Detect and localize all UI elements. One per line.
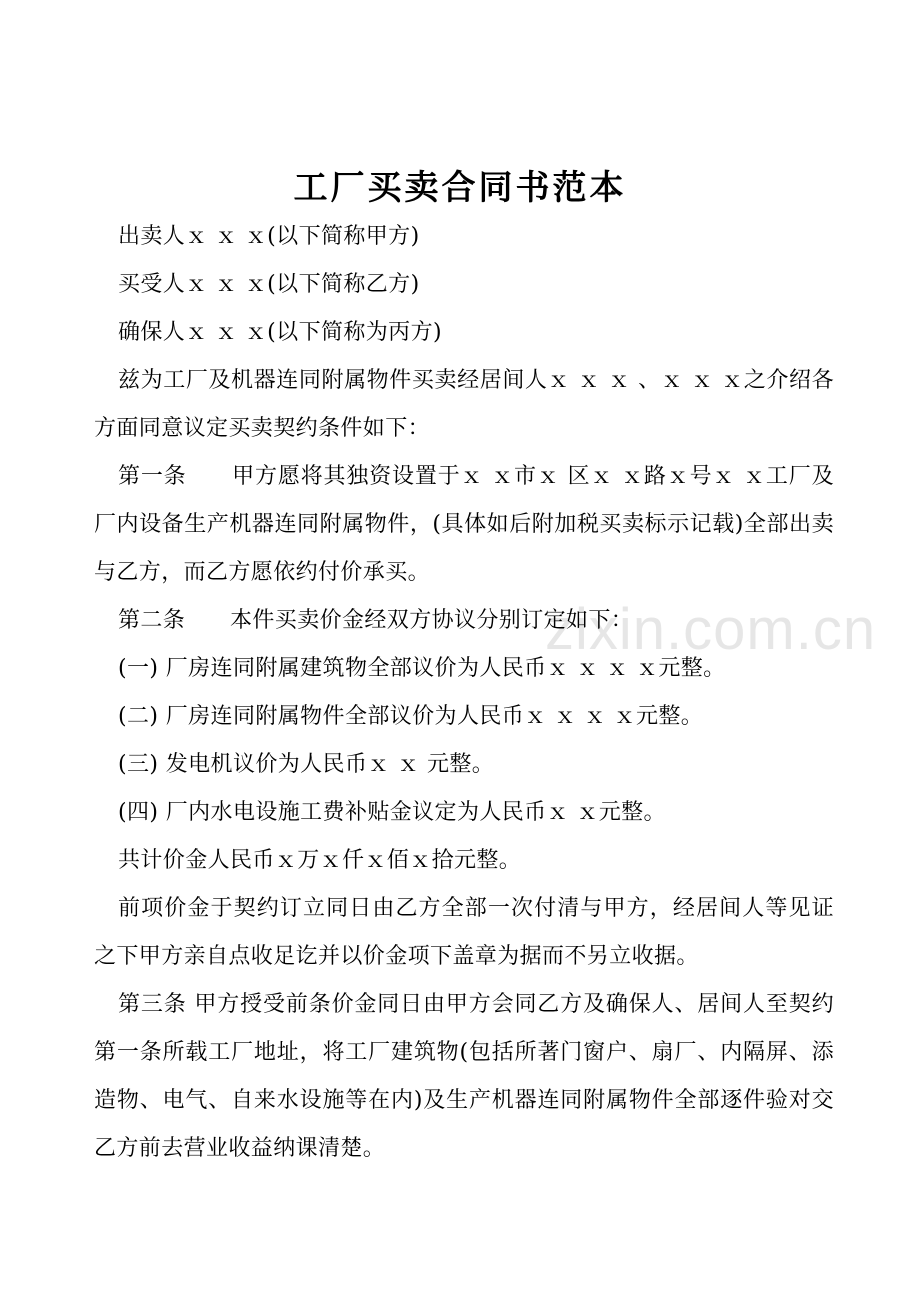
paragraph-article-3: 第三条 甲方授受前条价金同日由甲方会同乙方及确保人、居间人至契约第一条所载工厂地址，将工厂建筑物(包括所著门窗户、扇厂、内隔屏、添造物、电气、自来水设施等在内)及生产机器连同附属物件全部逐件验对交乙方前去营业收益纳课清楚。: [94, 992, 834, 1161]
document-body: [94, 213, 834, 1173]
paragraph-price-item-1: (一) 厂房连同附属建筑物全部议价为人民币ｘ ｘ ｘ ｘ元整。: [118, 656, 726, 681]
paragraph-article-2: 第二条 本件买卖价金经双方协议分别订定如下：: [118, 608, 634, 633]
paragraph-total-price: 共计价金人民币ｘ万ｘ仟ｘ佰ｘ拾元整。: [118, 848, 522, 873]
paragraph-preamble: 兹为工厂及机器连同附属物件买卖经居间人ｘ ｘ ｘ 、ｘ ｘ ｘ之介绍各方面同意议定买卖契约条件如下：: [94, 368, 834, 441]
paragraph-seller: 出卖人ｘ ｘ ｘ(以下简称甲方): [118, 224, 420, 249]
watermark: zixin.com.cn: [545, 597, 877, 662]
paragraph-price-item-2: (二) 厂房连同附属物件全部议价为人民币ｘ ｘ ｘ ｘ元整。: [118, 704, 704, 729]
paragraph-buyer: 买受人ｘ ｘ ｘ(以下简称乙方): [118, 272, 420, 297]
paragraph-guarantor: 确保人ｘ ｘ ｘ(以下简称为丙方): [118, 320, 442, 345]
paragraph-price-item-4: (四) 厂内水电设施工费补贴金议定为人民币ｘ ｘ元整。: [118, 800, 666, 825]
paragraph-price-item-3: (三) 发电机议价为人民币ｘ ｘ 元整。: [118, 752, 495, 777]
paragraph-article-1: 第一条 甲方愿将其独资设置于ｘ ｘ市ｘ 区ｘ ｘ路ｘ号ｘ ｘ工厂及厂内设备生产机器连同附属物件，(具体如后附加税买卖标示记载)全部出卖与乙方，而乙方愿依约付价承买。: [94, 464, 834, 585]
paragraph-payment: 前项价金于契约订立同日由乙方全部一次付清与甲方，经居间人等见证之下甲方亲自点收足讫并以价金项下盖章为据而不另立收据。: [94, 896, 834, 969]
document-title: 工厂买卖合同书范本: [293, 168, 627, 208]
